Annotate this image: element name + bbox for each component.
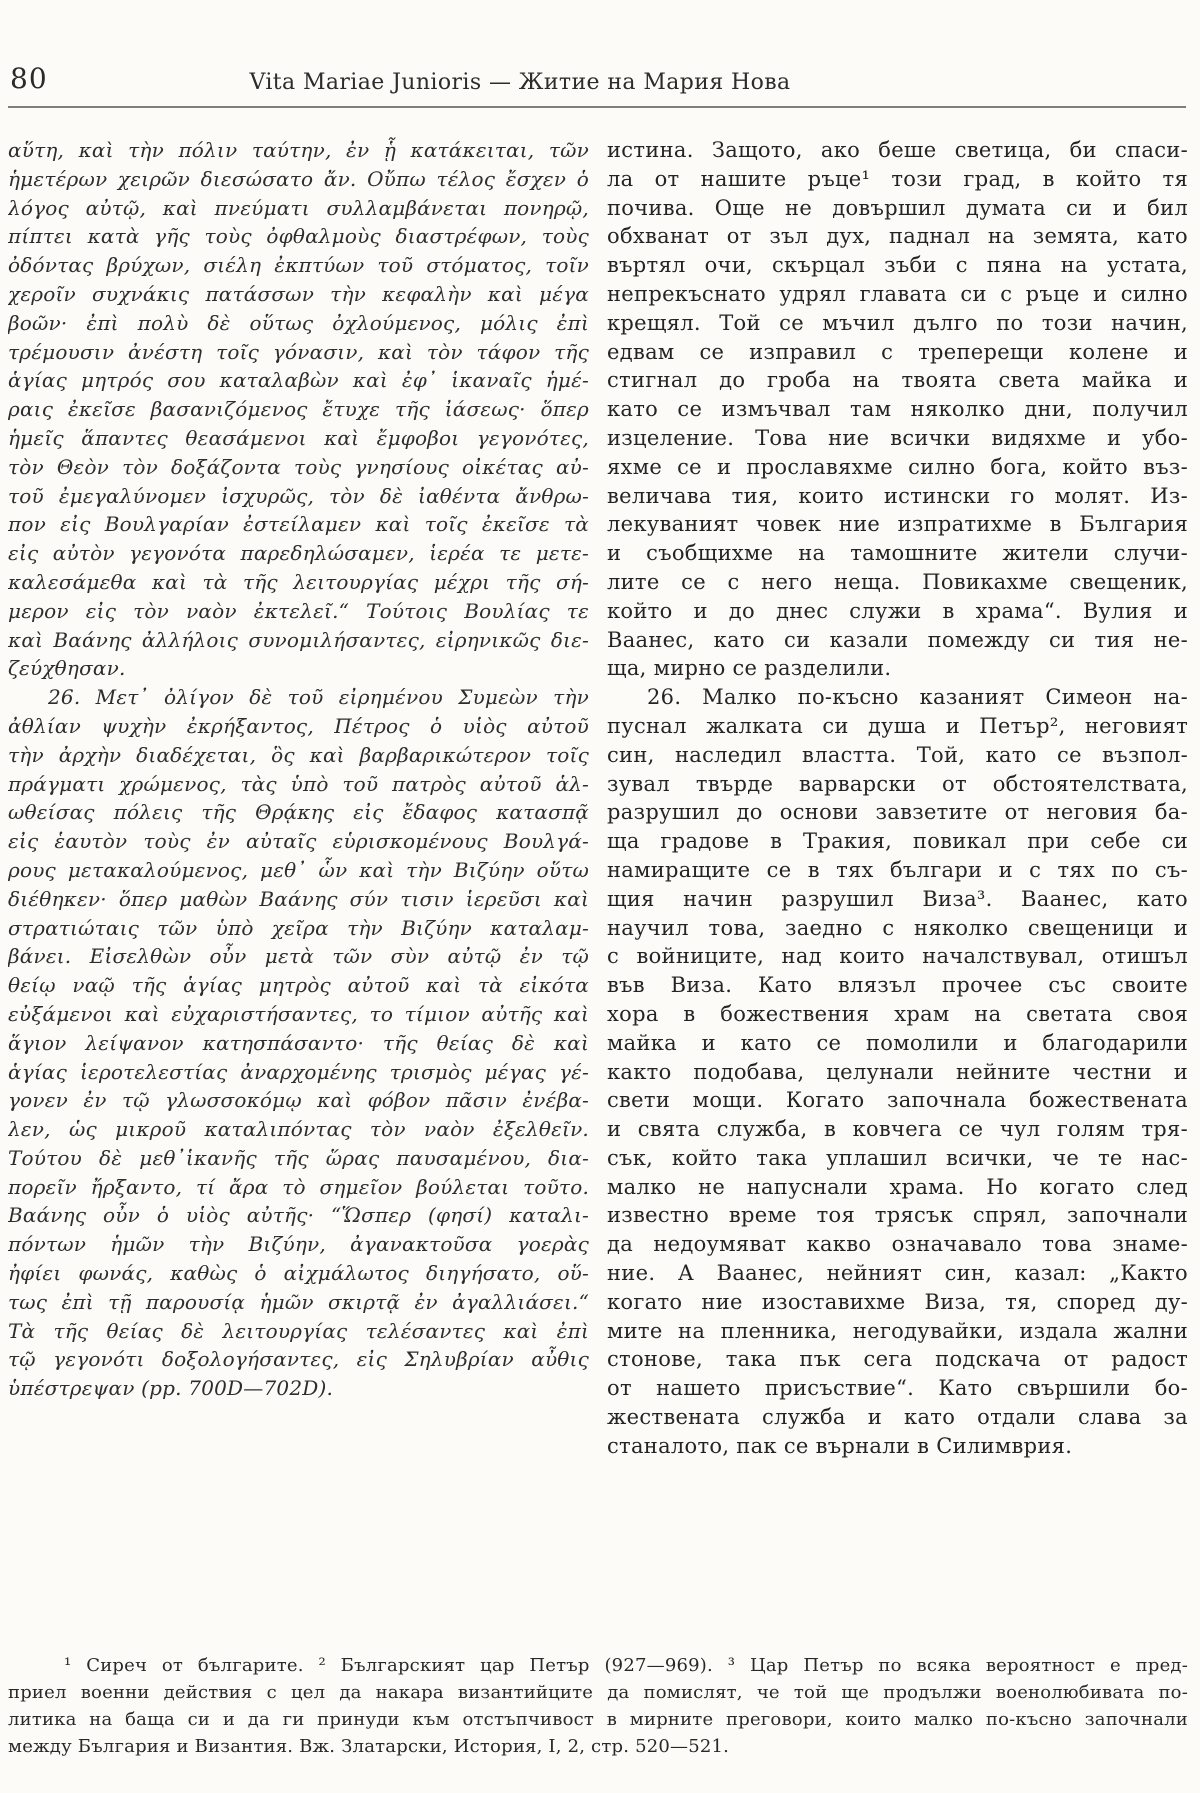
text-line: εὐξάμενοι καὶ εὐχαριστήσαντες, το τίμιον αὐτῆς καὶ xyxy=(8,1001,589,1026)
text-line: станалото, пак се върнали в Силимврия. xyxy=(607,1433,1073,1458)
text-line: ἅγιον λείψανον κατησπάσαντο· τῆς θείας δὲ καὶ xyxy=(8,1030,589,1055)
text-line: щия начин разрушил Виза³. Ваанес, като xyxy=(607,886,1188,911)
text-line: ¹ Сиреч от българите. ² Българският цар Петър (927—969). ³ Цар Петър по всяка вероятност е пред- xyxy=(64,1655,1188,1676)
page-header xyxy=(0,0,1200,110)
text-line: и свята служба, в ковчега се чул голям тря- xyxy=(607,1117,1188,1142)
text-line: пуснал жалката си душа и Петър², неговият xyxy=(607,713,1188,738)
text-line: πράγματι χρώμενος, τὰς ὑπὸ τοῦ πατρὸς αὐτοῦ ἁλ- xyxy=(8,771,589,796)
text-line: τὴν ἀρχὴν διαδέχεται, ὃς καὶ βαρβαρικώτερον τοῖς xyxy=(8,742,589,767)
text-line: мите на пленника, негодувайки, издала жални xyxy=(607,1318,1188,1343)
text-columns xyxy=(8,136,1188,1461)
text-line: изцеление. Това ние всички видяхме и убо- xyxy=(607,425,1188,450)
text-line: почива. Още не довършил думата си и бил xyxy=(607,195,1188,220)
text-line: между България и Византия. Вж. Златарски, История, I, 2, стр. 520—521. xyxy=(8,1736,730,1757)
paragraph xyxy=(8,683,589,1403)
text-line: Τούτου δὲ μεθ᾽ἱκανῆς τῆς ὥρας παυσαμένου, δια- xyxy=(8,1145,589,1170)
text-line: както подобава, целунали нейните честни и xyxy=(607,1059,1188,1084)
text-line: непрекъснато удрял главата си с ръце и силно xyxy=(607,281,1188,306)
text-line: 26. Малко по-късно казаният Симеон на- xyxy=(647,685,1188,710)
text-line: обхванат от зъл дух, паднал на земята, като xyxy=(607,224,1188,249)
text-line: известно време тоя трясък спрял, започнали xyxy=(607,1203,1188,1228)
text-line: стигнал до гроба на твоята света майка и xyxy=(607,368,1188,393)
text-line: величава тия, които истински го молят. Из- xyxy=(607,483,1188,508)
text-line: ρους μετακαλούμενος, μεθ᾽ ὧν καὶ τὴν Βιζύην οὕτω xyxy=(8,857,589,882)
text-line: едвам се изправил с треперещи колене и xyxy=(607,339,1188,364)
footnotes-block xyxy=(8,1652,1188,1760)
text-line: ла от нашите ръце¹ този град, в който тя xyxy=(607,166,1188,191)
text-line: истина. Защото, ако беше светица, би спаси- xyxy=(607,138,1188,162)
text-line: ние. А Ваанес, нейният син, казал: „Както xyxy=(607,1261,1188,1286)
text-line: ἁγίας ἱεροτελεστίας ἀναρχομένης τρισμὸς μέγας γέ- xyxy=(8,1059,589,1084)
text-line: τὸν Θεὸν τὸν δοξάζοντα τοὺς γνησίους οἰκέτας αὐ- xyxy=(8,454,589,479)
text-line: жествената служба и като отдали слава за xyxy=(607,1405,1188,1430)
text-line: ἠφίει φωνάς, καθὼς ὁ αἰχμάλωτος διηγήσατο, οὕ- xyxy=(8,1261,589,1286)
text-line: τως ἐπὶ τῇ παρουσίᾳ ἡμῶν σκιρτᾷ ἐν ἀγαλλιάσει.“ xyxy=(8,1289,589,1314)
text-line: αὕτη, καὶ τὴν πόλιν ταύτην, ἐν ᾗ κατάκειται, τῶν xyxy=(8,138,589,162)
text-line: Βαάνης οὖν ὁ υἱὸς αὐτῆς· “Ὥσπερ (φησί) καταλι- xyxy=(8,1203,589,1228)
text-line: приел военни действия с цел да накара византийците да помислят, че той ще продължи военолюбивата по- xyxy=(8,1682,1188,1703)
text-line: стонове, така пък сега подскача от радост xyxy=(607,1347,1188,1372)
text-line: ωθείσας πόλεις τῆς Θρᾴκης εἰς ἔδαφος κατασπᾷ xyxy=(8,800,589,825)
text-line: и съобщихме на тамошните жители случи- xyxy=(607,541,1188,566)
text-line: малко не напуснали храма. Но когато след xyxy=(607,1174,1188,1199)
text-line: лите се с него неща. Повикахме свещеник, xyxy=(607,569,1188,594)
paragraph xyxy=(8,1652,1188,1760)
text-line: ραις ἐκεῖσε βασανιζόμενος ἔτυχε τῆς ἰάσεως· ὅπερ xyxy=(8,397,589,422)
text-line: Ваанес, като си казали помежду си тия не- xyxy=(607,627,1188,652)
text-line: λεν, ὡς μικροῦ καταλιπόντας τὸν ναὸν ἐξελθεῖν. xyxy=(8,1117,589,1142)
text-line: ὑπέστρεψαν (pp. 700D—702D). xyxy=(8,1376,334,1401)
text-line: майка и като се помолили и благодарили xyxy=(607,1030,1188,1055)
text-line: βοῶν· ἐπὶ πολὺ δὲ οὕτως ὀχλούμενος, μόλις ἐπὶ xyxy=(8,310,589,335)
text-line: λόγος αὐτῷ, καὶ πνεύματι συλλαμβάνεται πονηρῷ, xyxy=(8,195,589,220)
text-line: ща градове в Тракия, повикал при себе си xyxy=(607,829,1188,854)
text-line: свети мощи. Когато започнала божествената xyxy=(607,1088,1188,1113)
text-line: хора в божествения храм на светата своя xyxy=(607,1001,1188,1026)
text-line: καὶ Βαάνης ἀλλήλοις συνομιλήσαντες, εἰρηνικῶς διε- xyxy=(8,627,589,652)
text-line: от нашето присъствие“. Като свършили бо- xyxy=(607,1376,1188,1401)
text-line: μερον εἰς τὸν ναὸν ἐκτελεῖ.“ Τούτοις Βουλίας τε xyxy=(8,598,589,623)
text-line: разрушил до основи завзетите от неговия ба- xyxy=(607,800,1188,825)
text-line: лекуваният човек ние изпратихме в България xyxy=(607,512,1188,537)
text-line: въртял очи, скърцал зъби с пяна на устата, xyxy=(607,253,1188,278)
text-line: 26. Μετ᾽ ὀλίγον δὲ τοῦ εἰρημένου Συμεὼν τὴν xyxy=(48,685,589,710)
text-line: θείῳ ναῷ τῆς ἁγίας μητρὸς αὐτοῦ καὶ τὰ εἰκότα xyxy=(8,973,589,998)
text-line: τρέμουσιν ἀνέστη τοῖς γόνασιν, καὶ τὸν τάφον τῆς xyxy=(8,339,589,364)
text-line: διέθηκεν· ὅπερ μαθὼν Βαάνης σύν τισιν ἱερεῦσι καὶ xyxy=(8,886,589,911)
text-line: χεροῖν συχνάκις πατάσσων τὴν κεφαλὴν καὶ μέγα xyxy=(8,281,589,306)
text-line: сък, който така уплашил всички, че те нас- xyxy=(607,1145,1188,1170)
text-line: ἁγίας μητρός σου καταλαβὼν καὶ ἐφ᾽ ἱκαναῖς ἡμέ- xyxy=(8,368,589,393)
text-line: ἡμεῖς ἅπαντες θεασάμενοι καὶ ἔμφοβοι γεγονότες, xyxy=(8,425,589,450)
paragraph xyxy=(607,136,1188,683)
text-line: πον εἰς Βουλγαρίαν ἐστείλαμεν καὶ τοῖς ἐκεῖσε τὰ xyxy=(8,512,589,537)
text-line: πορεῖν ἤρξαντο, τί ἄρα τὸ σημεῖον βούλεται τοῦτο. xyxy=(8,1174,589,1199)
text-line: яхме се и прославяхме силно бога, който въз- xyxy=(607,454,1188,479)
text-line: τῷ γεγονότι δοξολογήσαντες, εἰς Σηλυβρίαν αὖθις xyxy=(8,1347,589,1372)
text-line: ὀδόντας βρύχων, σιέλη ἐκπτύων τοῦ στόματος, τοῖν xyxy=(8,253,589,278)
text-line: ща, мирно се разделили. xyxy=(607,656,892,681)
paragraph xyxy=(8,136,589,683)
text-line: крещял. Той се мъчил дълго по този начин, xyxy=(607,310,1188,335)
text-line: във Виза. Като влязъл прочее със своите xyxy=(607,973,1188,998)
text-line: зувал твърде варварски от обстоятелствата, xyxy=(607,771,1188,796)
bulgarian-translation-column xyxy=(607,136,1188,1461)
text-line: στρατιώταις τῶν ὑπὸ χεῖρα τὴν Βιζύην καταλαμ- xyxy=(8,915,589,940)
greek-text-column xyxy=(8,136,589,1461)
text-line: εἰς αὐτὸν γεγονότα παρεδηλώσαμεν, ἱερέα τε μετε- xyxy=(8,541,589,566)
text-line: който и до днес служи в храма“. Вулия и xyxy=(607,598,1188,623)
text-line: τοῦ ἐμεγαλύνομεν ἰσχυρῶς, τὸν δὲ ἰαθέντα ἄνθρω- xyxy=(8,483,589,508)
text-line: πόντων ἡμῶν τὴν Βιζύην, ἀγανακτοῦσα γοερὰς xyxy=(8,1232,589,1257)
text-line: εἰς ἑαυτὸν τοὺς ἐν αὐταῖς εὑρισκομένους Βουλγά- xyxy=(8,829,589,854)
running-title: Vita Mariae Junioris — Житие на Мария Нова xyxy=(249,70,791,95)
text-line: ἡμετέρων χειρῶν διεσώσατο ἄν. Οὔπω τέλος ἔσχεν ὁ xyxy=(8,166,589,191)
text-line: намиращите се в тях българи и с тях по съ- xyxy=(607,857,1188,882)
text-line: πίπτει κατὰ γῆς τοὺς ὀφθαλμοὺς διαστρέφων, τοὺς xyxy=(8,224,589,249)
text-line: καλεσάμεθα καὶ τὰ τῆς λειτουργίας μέχρι τῆς σή- xyxy=(8,569,589,594)
text-line: научил това, заедно с няколко свещеници и xyxy=(607,915,1188,940)
text-line: γονεν ἐν τῷ γλωσσοκόμῳ καὶ φόβον πᾶσιν ἐνέβα- xyxy=(8,1088,589,1113)
text-line: ἀθλίαν ψυχὴν ἐκρήξαντος, Πέτρος ὁ υἱὸς αὐτοῦ xyxy=(8,713,589,738)
text-line: с войниците, над които началствувал, отишъл xyxy=(607,944,1188,969)
text-line: като се измъчвал там няколко дни, получил xyxy=(607,397,1188,422)
text-line: ζεύχθησαν. xyxy=(8,656,126,681)
header-rule xyxy=(8,106,1186,108)
text-line: литика на баща си и да ги принуди към отстъпчивост в мирните преговори, които малко по-късно започнали xyxy=(8,1709,1188,1730)
text-line: да недоумяват какво означавало това знаме- xyxy=(607,1232,1188,1257)
text-line: когато ние изоставихме Виза, тя, според ду- xyxy=(607,1289,1188,1314)
text-line: βάνει. Εἰσελθὼν οὖν μετὰ τῶν σὺν αὐτῷ ἐν τῷ xyxy=(8,944,589,969)
text-line: Τὰ τῆς θείας δὲ λειτουργίας τελέσαντες καὶ ἐπὶ xyxy=(8,1318,589,1343)
page-number: 80 xyxy=(10,62,48,95)
text-line: син, наследил властта. Той, като се възпол- xyxy=(607,742,1188,767)
paragraph xyxy=(607,683,1188,1461)
